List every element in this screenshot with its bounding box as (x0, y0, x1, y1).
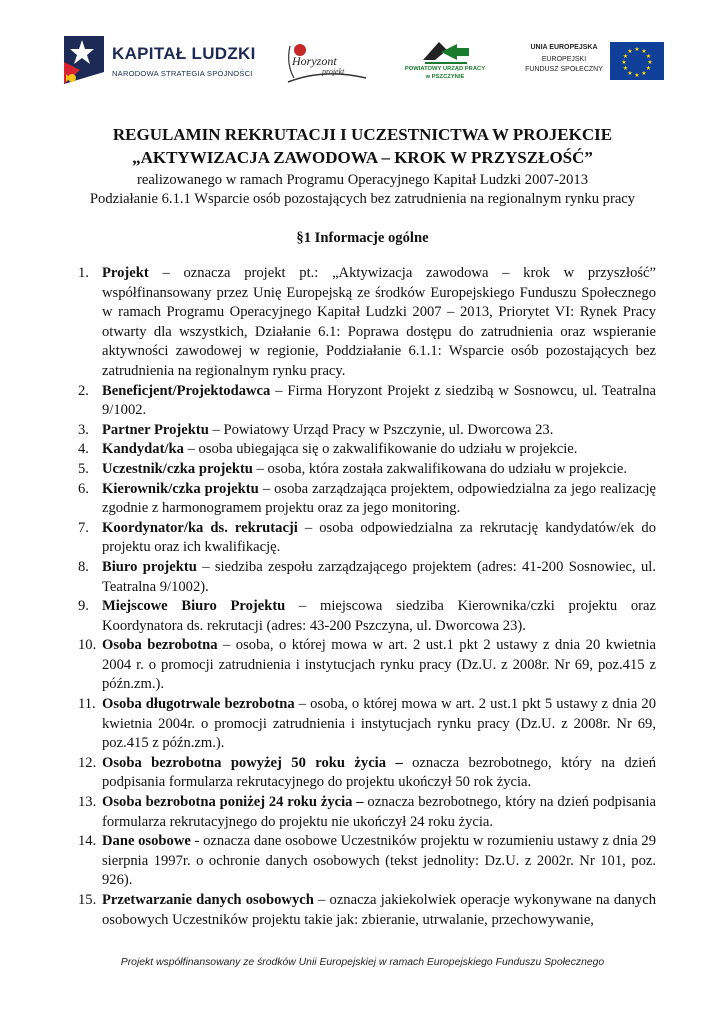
horyzont-suffix: projekt (322, 67, 345, 76)
definition-text: oznacza bezrobotnego, który na dzień podpisania formularza rekrutacyjnego do projektu ukończył 50 rok życia. (102, 754, 656, 791)
svg-text:★: ★ (634, 72, 640, 79)
definition-text: – oznacza projekt pt.: „Aktywizacja zawodowa – krok w przyszłość” współfinansowany przez Unię Europejską ze środków Europejskiego Funduszu Społecznego w ramach Programu Operacyjnego Kapitał Ludzki 2007 – 2013, Priorytet VI: Rynek Pracy otwarty dla wszystkich, Działanie 6.1: Poprawa dostępu do zatrudnienia oraz wspieranie aktywności zawodowej w regionie, Poddziałanie 6.1.1: Wsparcie osób pozostających bez zatrudnienia na regionalnym rynku pracy. (102, 265, 656, 379)
document-subtitle-line2: Podziałanie 6.1.1 Wsparcie osób pozostających bez zatrudnienia na regionalnym rynku pracy (89, 191, 636, 207)
definition-term: Beneficjent/Projektodawca (102, 382, 271, 399)
definition-term: Partner Projektu (102, 421, 209, 438)
definition-number: 9. (78, 598, 89, 615)
definition-item (78, 440, 656, 460)
definition-term: Projekt (102, 265, 149, 281)
kapital-ludzki-subtitle: NARODOWA STRATEGIA SPÓJNOŚCI (112, 69, 253, 78)
header-logos (60, 28, 665, 90)
definition-item (78, 832, 656, 891)
definition-number: 2. (78, 382, 89, 399)
definition-number: 4. (78, 441, 89, 458)
eu-flag-icon (610, 42, 664, 80)
definition-term: Kierownik/czka projektu (102, 480, 259, 497)
definition-text: oznacza bezrobotnego, który na dzień podpisania formularza rekrutacyjnego do projektu nie ukończył 24 roku życia. (102, 794, 656, 830)
definition-text: - oznacza dane osobowe Uczestników projektu w rozumieniu ustawy z dnia 29 sierpnia 1997r. o ochronie danych osobowych (tekst jednolity: Dz.U. z 2002r. Nr 101, poz. 926). (102, 833, 656, 889)
pup-line1: POWIATOWY URZĄD PRACY (404, 66, 486, 72)
section-heading: §1 Informacje ogólne (296, 230, 429, 246)
definition-number: 3. (78, 421, 89, 438)
svg-text:★: ★ (622, 53, 629, 60)
definition-item (78, 264, 656, 382)
definition-term: Koordynator/ka ds. rekrutacji (102, 519, 298, 536)
definition-item (78, 891, 656, 930)
definition-text: – osoba odpowiedzialna za rekrutację kandydatów/ek do projektu oraz ich kwalifikację. (102, 519, 656, 556)
definition-number: 13. (78, 794, 97, 811)
definition-item (78, 558, 656, 597)
definition-item (78, 519, 656, 558)
definition-text: – osoba, o której mowa w art. 2 ust.1 pkt 2 ustawy z dnia 20 kwietnia 2004 r. o promocji zatrudnienia i instytucjach rynku pracy (Dz.U. z 2008r. Nr 69, poz.415 z późn.zm.). (102, 637, 656, 693)
definition-text: – osoba zarządzająca projektem, odpowiedzialna za jego realizację zgodnie z harmonogramem projektu oraz za jego monitoring. (102, 480, 656, 517)
eu-line1: UNIA EUROPEJSKA (530, 44, 598, 51)
eu-line3: FUNDUSZ SPOŁECZNY (525, 66, 603, 73)
definition-term: Dane osobowe (102, 833, 191, 850)
horyzont-projekt-logo (284, 38, 368, 88)
eu-efs-logo (522, 42, 667, 86)
footer-note: Projekt współfinansowany ze środków Unii Europejskiej w ramach Europejskiego Funduszu Społecznego (120, 957, 605, 968)
document-title-line1: REGULAMIN REKRUTACJI I UCZESTNICTWA W PROJEKCIE (112, 125, 613, 144)
definition-text: – osoba, która została zakwalifikowana do udziału w projekcie. (252, 460, 627, 477)
pup-arrows-icon (395, 36, 495, 66)
svg-text:★: ★ (645, 53, 652, 60)
definition-text: – miejscowa siedziba Kierownika/czki projektu oraz Koordynatora ds. rekrutacji (adres: 43-200 Pszczyna, ul. Dworcowa 23). (102, 598, 656, 634)
definition-number: 7. (78, 519, 89, 536)
definition-item (78, 636, 656, 695)
definition-number: 11. (78, 696, 96, 713)
definition-number: 1. (78, 265, 89, 281)
kapital-ludzki-emblem-icon (60, 32, 108, 88)
definition-item (78, 754, 656, 793)
definition-term: Biuro projektu (102, 558, 197, 575)
svg-text:★: ★ (641, 48, 647, 55)
kapital-ludzki-logo (60, 32, 260, 88)
svg-text:★: ★ (641, 70, 647, 77)
definition-number: 6. (78, 480, 89, 497)
definition-term: Miejscowe Biuro Projektu (102, 598, 286, 615)
definition-term: Osoba bezrobotna powyżej 50 roku życia – (102, 754, 403, 771)
definition-text: – Powiatowy Urząd Pracy w Pszczynie, ul. Dworcowa 23. (208, 421, 554, 438)
definition-text: – Firma Horyzont Projekt z siedzibą w Sosnowcu, ul. Teatralna 9/1002. (102, 382, 656, 419)
definition-number: 15. (78, 892, 97, 908)
svg-text:★: ★ (634, 46, 640, 53)
definition-term: Uczestnik/czka projektu (102, 460, 253, 477)
document-title-line2: „AKTYWIZACJA ZAWODOWA – KROK W PRZYSZŁOŚĆ” (132, 148, 593, 167)
definition-number: 14. (78, 833, 97, 850)
definition-item (78, 480, 656, 519)
kapital-ludzki-title: KAPITAŁ LUDZKI (112, 44, 256, 63)
svg-text:★: ★ (622, 65, 629, 72)
svg-text:★: ★ (647, 59, 653, 66)
document-subtitle-line1: realizowanego w ramach Programu Operacyjnego Kapitał Ludzki 2007-2013 (136, 172, 589, 188)
definition-item (78, 597, 656, 636)
svg-text:★: ★ (627, 48, 633, 55)
definition-number: 5. (78, 460, 89, 477)
definition-item (78, 382, 656, 421)
pup-line2: w PSZCZYNIE (425, 74, 465, 80)
definition-term: Przetwarzanie danych osobowych (102, 892, 314, 908)
definition-term: Osoba długotrwale bezrobotna (102, 696, 295, 713)
definition-term: Kandydat/ka (102, 441, 184, 458)
definition-item (78, 695, 656, 754)
definition-number: 8. (78, 558, 89, 575)
definition-item (78, 460, 656, 480)
definition-text: – osoba, o której mowa w art. 2 ust.1 pkt 5 ustawy z dnia 20 kwietnia 2004r. o promocji zatrudnienia i instytucjach rynku pracy (Dz.U. z 2008r. Nr 69, poz.415 z późn.zm.). (102, 696, 656, 752)
svg-text:★: ★ (645, 65, 652, 72)
definition-item (78, 421, 656, 441)
horyzont-name: Horyzont (292, 54, 337, 68)
definition-number: 10. (78, 637, 97, 654)
definition-text: – osoba ubiegająca się o zakwalifikowanie do udziału w projekcie. (183, 441, 578, 458)
definition-text: – siedziba zespołu zarządzającego projektem (adres: 41-200 Sosnowiec, ul. Teatralna 9/1002). (102, 558, 656, 595)
definitions-list (78, 264, 656, 930)
svg-text:★: ★ (621, 59, 627, 66)
definition-term: Osoba bezrobotna (102, 637, 218, 654)
definition-term: Osoba bezrobotna poniżej 24 roku życia – (102, 794, 364, 811)
svg-text:★: ★ (627, 70, 633, 77)
definition-text: – oznacza jakiekolwiek operacje wykonywane na danych osobowych Uczestników projektu takie jak: zbieranie, utrwalanie, przechowywanie, (102, 892, 656, 928)
eu-line2: EUROPEJSKI (541, 56, 587, 63)
definition-number: 12. (78, 754, 97, 771)
pup-pszczyna-logo (395, 36, 495, 88)
definition-item (78, 793, 656, 832)
